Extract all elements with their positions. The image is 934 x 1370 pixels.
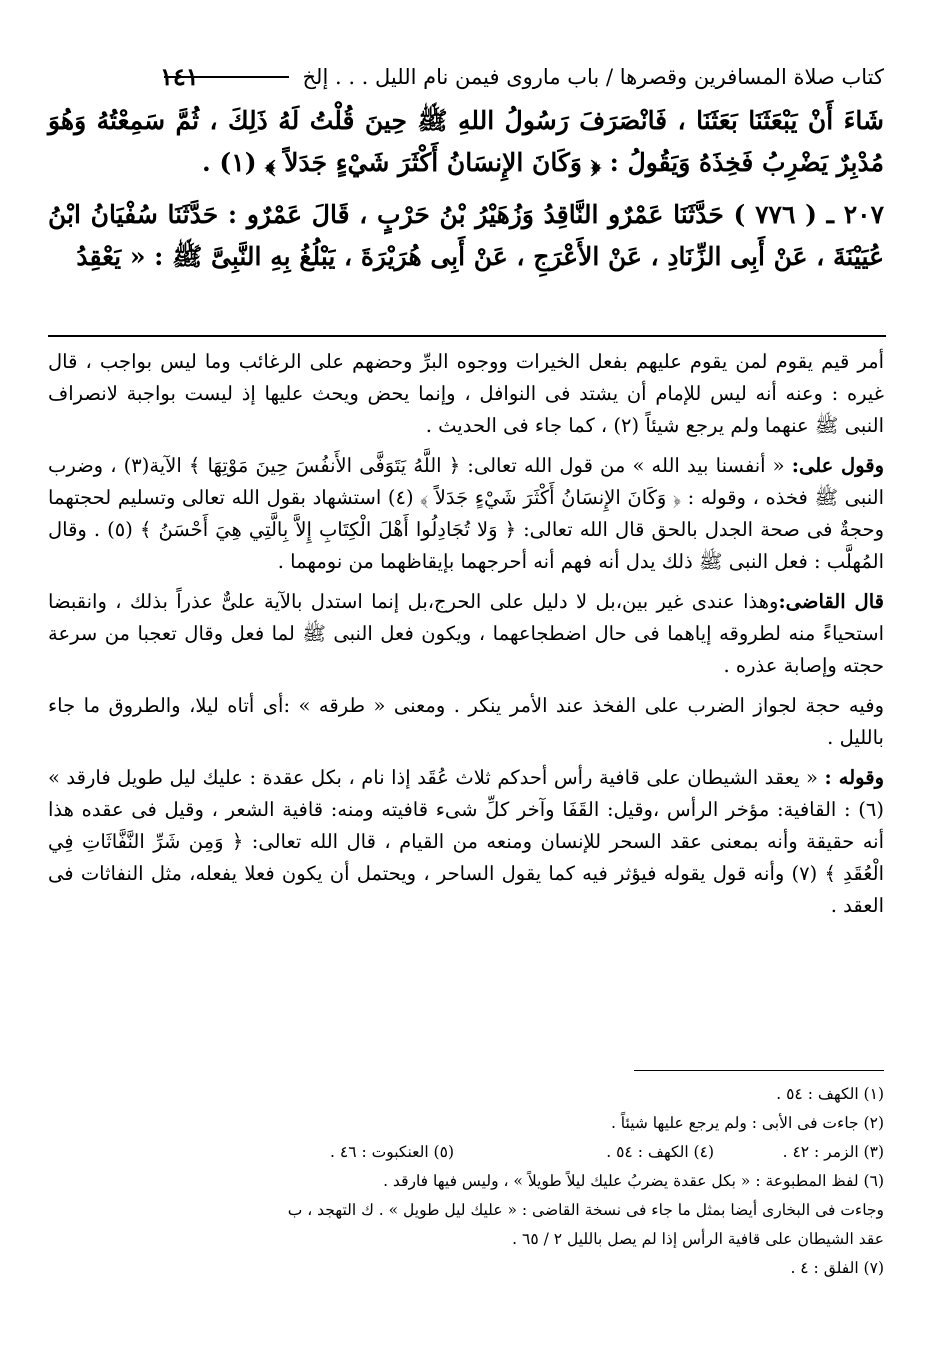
footnote-row-3 [48,1138,884,1167]
footnote-6-continued-1: وجاءت فى البخارى أيضا بمثل ما جاء فى نسخة القاضى : « عليك ليل طويل » . ك التهجد ، ب [287,1201,884,1219]
footnote-2: (٢) جاءت فى الأبى : ولم يرجع عليها شيئاً . [610,1114,884,1132]
commentary-paragraph-1: أمر قيم يقوم لمن يقوم عليهم بفعل الخيرات ووجوه البرِّ وحضهم على الرغائب وما ليس بواجب ، قال غيره : وعنه أنه ليس للإمام أن يشتد فى النوافل ، وإنما يحض ويحث عليها إذ ليست بواجبة لانصراف النبى ﷺ عنهما ولم يرجع شيئاً (٢) ، كما جاء فى الحديث . [48,350,884,437]
hadith-text [48,100,884,288]
footnote-6-continued-2: عقد الشيطان على قافية الرأس إذا لم يصل بالليل ٢ / ٦٥ . [512,1230,884,1248]
commentary-body-3: وهذا عندى غير بين،بل لا دليل على الحرج،بل إنما استدل بالآية علىٌّ عذراً بذلك ، وانقبضا استحياءً منه لطروقه إياهما فى حال اضطجاعهما ، ويكون فعل النبى ﷺ لما فعل وقال تعجبا من سرعة حجته وإصابة عذره . [48,590,884,677]
footnote-6: (٦) لفظ المطبوعة : « بكل عقدة يضربُ عليك ليلاً طويلاً » ، وليس فيها فارقد . [383,1172,884,1190]
commentary-label-5: وقوله : [824,766,884,789]
footnote-4: (٤) الكهف : ٥٤ . [606,1143,714,1161]
footnote-3: (٣) الزمر : ٤٢ . [782,1143,884,1161]
footnote-1: (١) الكهف : ٥٤ . [776,1085,884,1103]
footnotes [48,1080,884,1283]
commentary-paragraph-5 [48,762,884,922]
commentary-text [48,346,884,930]
footnote-7: (٧) الفلق : ٤ . [790,1259,884,1277]
commentary-body-5: « يعقد الشيطان على قافية رأس أحدكم ثلاث عُقَد إذا نام ، بكل عقدة : عليك ليل طويل فارقد » (٦) : القافية: مؤخر الرأس ،وقيل: القَفَا وآخر كلِّ شىء قافيته ومنه: قافية الشعر ، وقيل فى عقده هذا أنه حقيقة وأنه بمعنى عقد السحر للإنسان ومنعه من القيام ، قال الله تعالى: ﴿ وَمِن شَرِّ النَّفَّاثَاتِ فِي الْعُقَدِ ﴾ (٧) وأنه قول يقوله فيؤثر فيه كما يقول الساحر ، ويحتمل أن يكون فعلا يفعله، مثل النفاثات فى العقد . [48,766,884,917]
footnote-5: (٥) العنكبوت : ٤٦ . [330,1143,454,1161]
commentary-label-3: قال القاضى: [778,590,884,613]
commentary-paragraph-2 [48,450,884,578]
hadith-paragraph-1: شَاءَ أَنْ يَبْعَثَنَا بَعَثَنَا ، فَانْصَرَفَ رَسُولُ اللهِ ﷺ حِينَ قُلْتُ لَهُ ذَلِكَ ، ثُمَّ سَمِعْتُهُ وَهُوَ مُدْبِرٌ يَضْرِبُ فَخِذَهُ وَيَقُولُ : ﴿ وَكَانَ الإِنسَانُ أَكْثَرَ شَيْءٍ جَدَلاً ﴾ (١) . [48,106,884,177]
commentary-body-2: « أنفسنا بيد الله » من قول الله تعالى: ﴿ اللَّهُ يَتَوَفَّى الأَنفُسَ حِينَ مَوْتِهَا ﴾ الآية(٣) ، وضرب النبى ﷺ فخذه ، وقوله : ﴿ وَكَانَ الإِنسَانُ أَكْثَرَ شَيْءٍ جَدَلاً ﴾ (٤) استشهاد بقول الله تعالى وتسليم لحجتهما وحجةٌ فى صحة الجدل بالحق قال الله تعالى: ﴿ وَلا تُجَادِلُوا أَهْلَ الْكِتَابِ إِلاَّ بِالَّتِي هِيَ أَحْسَنُ ﴾ (٥) . وقال المُهلَّب : فعل النبى ﷺ ذلك يدل أنه فهم أنه أحرجهما بإيقاظهما من نومهما . [48,454,885,573]
section-divider [48,335,886,337]
commentary-label-2: وقول على: [791,454,885,477]
header-title: كتاب صلاة المسافرين وقصرها / باب ماروى فيمن نام الليل . . . إلخ [302,65,884,89]
running-header [150,62,884,92]
hadith-paragraph-2: ٢٠٧ ـ ( ٧٧٦ ) حَدَّثَنَا عَمْرٌو النَّاقِدُ وَزُهَيْرُ بْنُ حَرْبٍ ، قَالَ عَمْرٌو : حَدَّثَنَا سُفْيَانُ ابْنُ عُيَيْنَةَ ، عَنْ أَبِى الزِّنَادِ ، عَنْ الأَعْرَجِ ، عَنْ أَبِى هُرَيْرَةَ ، يَبْلُغُ بِهِ النَّبِىَّ ﷺ : « يَعْقِدُ [48,200,885,271]
commentary-paragraph-4: وفيه حجة لجواز الضرب على الفخذ عند الأمر ينكر . ومعنى « طرقه » :أى أتاه ليلا، والطروق ما جاء بالليل . [48,694,884,749]
commentary-paragraph-3 [48,586,884,682]
footnote-divider [634,1070,884,1071]
page-number: ١٤١ [160,62,199,91]
